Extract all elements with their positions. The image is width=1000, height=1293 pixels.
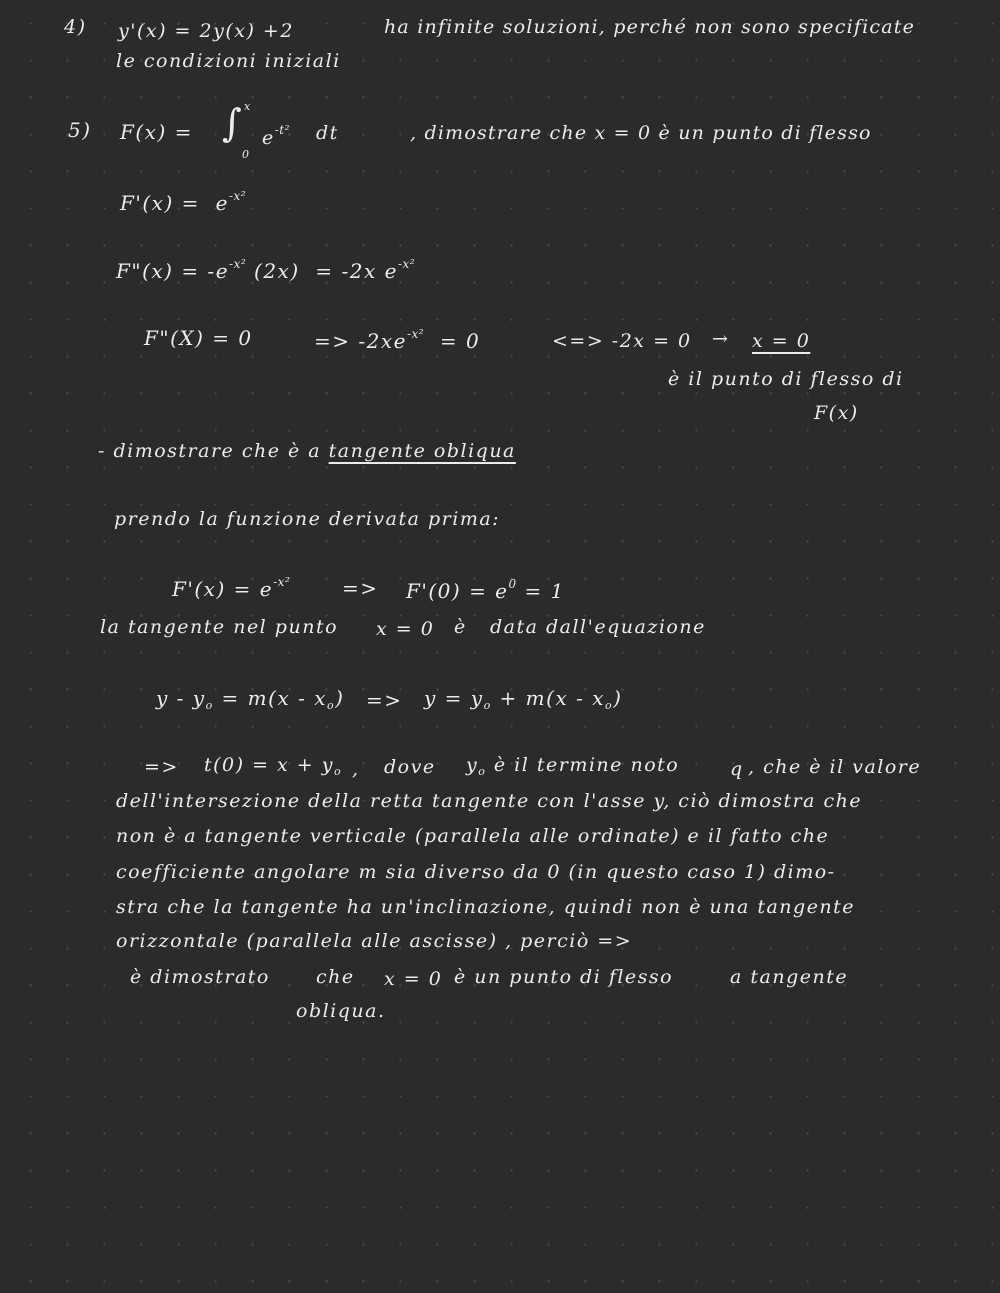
ex4-comment-line2: le condizioni iniziali bbox=[116, 50, 341, 72]
tangent-equation-label: data dall'equazione bbox=[490, 616, 706, 638]
ex4-label: 4) bbox=[64, 16, 87, 38]
t0-comma: , bbox=[352, 758, 360, 780]
oblique-task-underlined: tangente obliqua bbox=[328, 440, 516, 462]
t0-equation: $t(0) = x + y_o$ bbox=[204, 754, 343, 778]
ex4-equation: y'(x) = 2y(x) +2 bbox=[118, 20, 294, 42]
line-equation-right: $y = y_o + m(x - x_o)$ bbox=[424, 686, 623, 712]
flex-conclusion: è il punto di flesso di bbox=[668, 368, 904, 390]
t0-description-end: , che è il valore bbox=[748, 756, 922, 778]
integrand: $e^{-t^2}$ bbox=[262, 123, 290, 149]
zero-implication: => $-2xe^{-x^2} = 0$ bbox=[314, 327, 481, 353]
ex5-label: 5) bbox=[68, 118, 92, 142]
line-equation-left: $y - y_o = m(x - x_o)$ bbox=[156, 686, 345, 712]
t0-where: dove bbox=[384, 756, 436, 778]
ex5-task: , dimostrare che x = 0 è un punto di flesso bbox=[410, 122, 872, 144]
integral-differential: dt bbox=[316, 122, 339, 144]
conclusion-oblique: obliqua. bbox=[296, 1000, 386, 1022]
paragraph-line-1: dell'intersezione della retta tangente con l'asse y, ciò dimostra che bbox=[116, 790, 863, 812]
oblique-task: - dimostrare che è a tangente obliqua bbox=[98, 440, 516, 462]
conclusion-point: x = 0 bbox=[384, 968, 443, 990]
t0-description: $y_o$ è il termine noto bbox=[466, 754, 680, 778]
t0-q: q bbox=[730, 758, 744, 780]
tangent-given: è bbox=[454, 616, 467, 638]
zero-arrow: → bbox=[712, 328, 730, 350]
conclusion-tangent: a tangente bbox=[730, 966, 849, 988]
conclusion-proved: è dimostrato bbox=[130, 966, 270, 988]
paragraph-line-4: stra che la tangente ha un'inclinazione, quindi non è una tangente bbox=[116, 896, 856, 918]
integral-lhs: F(x) = bbox=[120, 120, 193, 144]
second-derivative: F"(x) = $-e^{-x^2}$ (2x) = -2x $e^{-x^2}$ bbox=[116, 257, 416, 283]
conclusion-that: che bbox=[316, 966, 355, 988]
integral-lower-limit: 0 bbox=[242, 148, 249, 161]
paragraph-line-3: coefficiente angolare m sia diverso da 0 (in questo caso 1) dimo- bbox=[116, 861, 836, 883]
paragraph-line-5: orizzontale (parallela alle ascisse) , perciò => bbox=[116, 930, 633, 952]
fp-at-zero: $F'(0) = e^0 = 1$ bbox=[406, 577, 565, 603]
integral-sign: ∫ bbox=[222, 101, 244, 145]
take-derivative: prendo la funzione derivata prima: bbox=[114, 508, 501, 530]
t0-implies: => bbox=[144, 756, 179, 778]
tangent-intro: la tangente nel punto bbox=[100, 616, 339, 638]
conclusion-flex: è un punto di flesso bbox=[454, 966, 674, 988]
ex4-comment: ha infinite soluzioni, perché non sono specificate bbox=[384, 16, 916, 38]
integral-upper-limit: x bbox=[244, 100, 251, 113]
second-derivative-zero: F"(X) = 0 bbox=[144, 326, 253, 350]
fp-expression: $F'(x) = e^{-x^2}$ bbox=[172, 575, 291, 601]
paragraph-line-2: non è a tangente verticale (parallela alle ordinate) e il fatto che bbox=[116, 825, 830, 847]
flex-function: F(x) bbox=[814, 402, 859, 424]
zero-equivalence: <=> -2x = 0 bbox=[552, 330, 692, 352]
tangent-point: x = 0 bbox=[376, 618, 435, 640]
first-derivative: $F'(x) = e^{-x^2}$ bbox=[120, 189, 247, 215]
line-equation-implies: => bbox=[366, 688, 403, 712]
zero-result: x = 0 bbox=[752, 330, 811, 352]
fp-implies: => bbox=[342, 576, 379, 600]
